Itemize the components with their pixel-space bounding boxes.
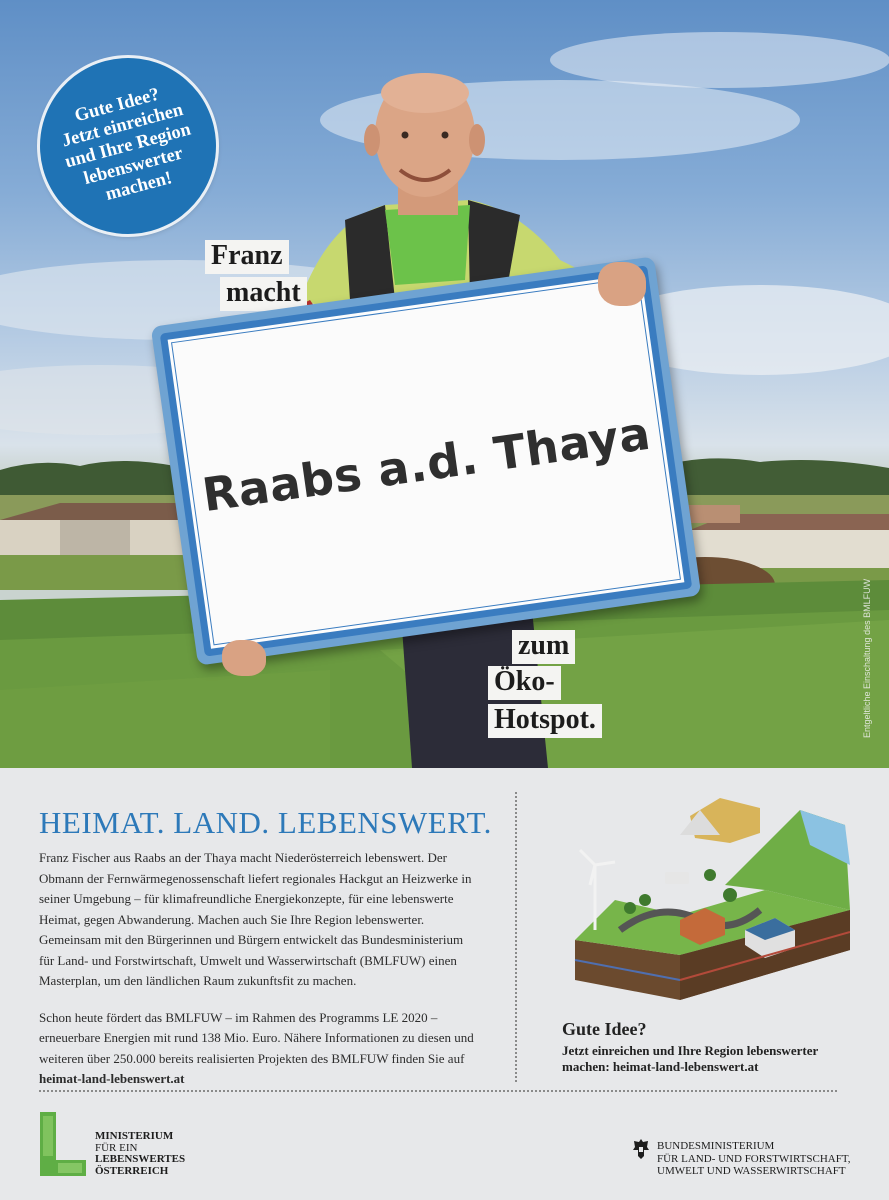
article-paragraph-1: Franz Fischer aus Raabs an der Thaya macht Niederösterreich lebenswert. Der Obmann der Fernwärmegenossenschaft liefert regionales Hackgut an Heizwerke in seiner Umgebung – für klimafreundliche Energiekonzepte, für eine lebenswerte Heimat, gegen Abwanderung. Machen auch Sie Ihre Region lebenswerter. Gemeinsam mit den Bürgerinnen und Bürgern entwickelt das Bundesministerium für Land- und Forstwirtschaft, Umwelt und Wasserwirtschaft (BMLFUW) einen Masterplan, um den ländlichen Raum zukunftsfit zu machen. [39, 850, 472, 988]
photo-credit: Entgeltliche Einschaltung des BMLFUW [862, 578, 872, 738]
hand-right [598, 262, 646, 306]
town-sign-text: Raabs a.d. Thaya [199, 405, 654, 523]
diorama-illustration [560, 790, 850, 1010]
cta-text: Jetzt einreichen und Ihre Region lebenswerter machen: heimat-land-lebenswert.at [562, 1043, 818, 1074]
ministry-logo-line-2: FÜR EIN [95, 1141, 138, 1154]
ministry-logo-text [95, 1131, 185, 1177]
bmlfuw-line-2: FÜR LAND- UND FORSTWIRTSCHAFT, [657, 1152, 851, 1165]
caption-zum: zum [512, 630, 575, 664]
caption-macht: macht [220, 277, 307, 311]
cta-title: Gute Idee? [562, 1019, 647, 1039]
article-body [39, 848, 479, 1106]
bmlfuw-line-1: BUNDESMINISTERIUM [657, 1140, 775, 1152]
town-sign-panel [160, 265, 693, 656]
caption-oeko: Öko- [488, 666, 561, 700]
ministry-l-logo-icon [40, 1112, 86, 1176]
bus-icon [665, 872, 689, 884]
badge-text: Gute Idee? Jetzt einreichen und Ihre Region lebenswerter machen! [59, 84, 193, 205]
bmlfuw-logo-text [657, 1140, 850, 1178]
article-paragraph-2 [39, 1008, 479, 1090]
horizontal-divider [39, 1090, 837, 1092]
website-link[interactable]: heimat-land-lebenswert.at [39, 1071, 185, 1086]
vertical-divider [515, 792, 517, 1082]
hand-left [222, 640, 266, 676]
town-sign [151, 256, 702, 665]
article-paragraph-2-text: Schon heute fördert das BMLFUW – im Rahmen des Programms LE 2020 – erneuerbare Energien mit rund 138 Mio. Euro. Nähere Informationen zu diesen und weiteren über 250.000 bereits realisierten Projekten des BMLFUW finden Sie auf [39, 1009, 474, 1066]
austrian-eagle-icon [632, 1138, 650, 1160]
ministry-logo-line-4: ÖSTERREICH [95, 1164, 169, 1177]
ministry-logo-line-3: LEBENSWERTES [95, 1153, 186, 1165]
ministry-logo-line-1: MINISTERIUM [95, 1130, 174, 1142]
headline: HEIMAT. LAND. LEBENSWERT. [39, 805, 492, 840]
wind-turbine-icon [580, 850, 595, 865]
bmlfuw-line-3: UMWELT UND WASSERWIRTSCHAFT [657, 1165, 846, 1177]
caption-franz: Franz [205, 240, 289, 274]
caption-hotspot: Hotspot. [488, 704, 602, 738]
